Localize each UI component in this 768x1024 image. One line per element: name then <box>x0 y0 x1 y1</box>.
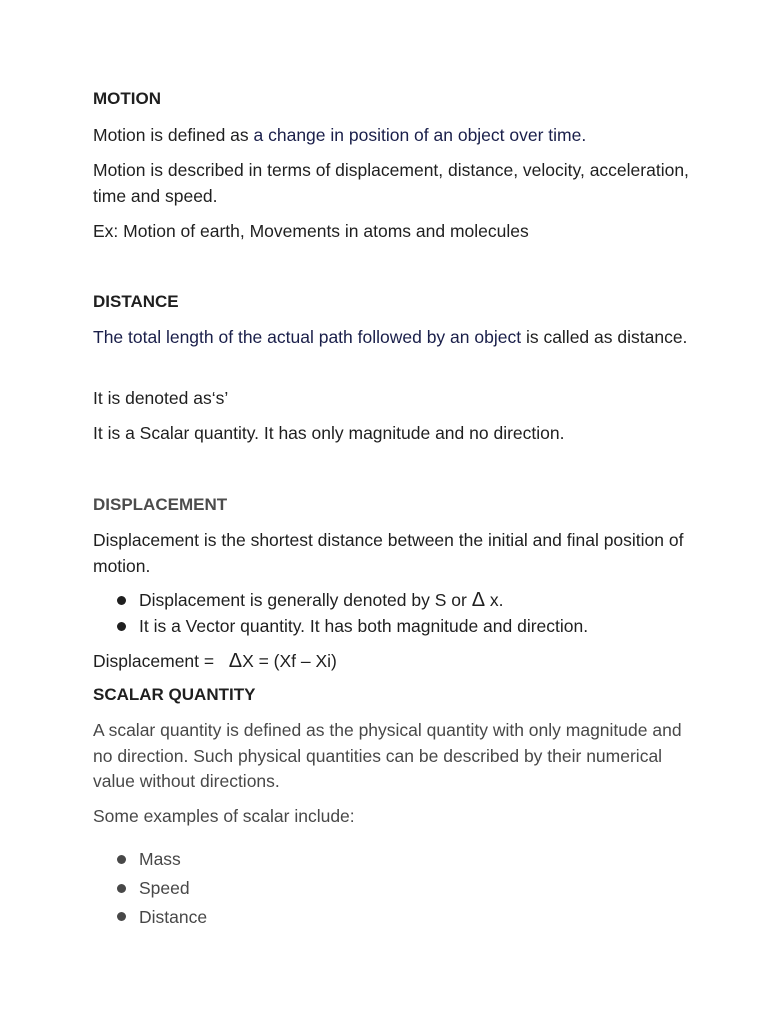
bullet-dot-icon <box>117 596 126 605</box>
motion-example: Ex: Motion of earth, Movements in atoms and molecules <box>93 221 529 241</box>
displacement-formula <box>93 649 693 675</box>
scalar-quantity-definition: A scalar quantity is defined as the physical quantity with only magnitude and no direction. Such physical quantities can be described by their numerical value without directions. <box>93 720 682 791</box>
scalar-examples-list <box>93 845 693 931</box>
motion-definition-plain: Motion is defined as <box>93 125 254 145</box>
distance-scalar-note: It is a Scalar quantity. It has only magnitude and no direction. <box>93 423 565 443</box>
motion-definition-highlight: a change in position of an object over time. <box>253 125 587 145</box>
bullet-dot-icon <box>117 855 126 864</box>
displacement-heading: DISPLACEMENT <box>93 495 228 514</box>
scalar-examples-intro: Some examples of scalar include: <box>93 806 355 826</box>
list-item: Distance <box>93 903 693 932</box>
bullet-dot-icon <box>117 884 126 893</box>
distance-definition-plain: is called as distance. <box>521 327 688 347</box>
formula-expression: X = (Xf – Xi) <box>242 651 337 671</box>
motion-definition <box>93 123 693 149</box>
distance-definition <box>93 325 693 351</box>
bullet-dot-icon <box>117 912 126 921</box>
list-item: Mass <box>93 845 693 874</box>
motion-heading: MOTION <box>93 89 161 108</box>
bullet-dot-icon <box>117 622 126 631</box>
scalar-quantity-heading: SCALAR QUANTITY <box>93 685 256 704</box>
list-item: Displacement is generally denoted by S or Δ x. <box>93 588 693 614</box>
distance-heading: DISTANCE <box>93 292 179 311</box>
list-item: Speed <box>93 874 693 903</box>
displacement-definition: Displacement is the shortest distance between the initial and final position of motion. <box>93 530 684 576</box>
distance-denoted: It is denoted as‘s’ <box>93 388 229 408</box>
delta-symbol: Δ <box>471 589 486 611</box>
motion-description: Motion is described in terms of displacement, distance, velocity, acceleration, time and speed. <box>93 160 689 206</box>
distance-definition-highlight: The total length of the actual path followed by an object <box>93 327 522 347</box>
formula-label: Displacement = <box>93 651 219 671</box>
list-item: It is a Vector quantity. It has both magnitude and direction. <box>93 614 693 640</box>
displacement-bullet-list <box>93 588 693 639</box>
formula-delta-symbol: Δ <box>228 650 243 672</box>
